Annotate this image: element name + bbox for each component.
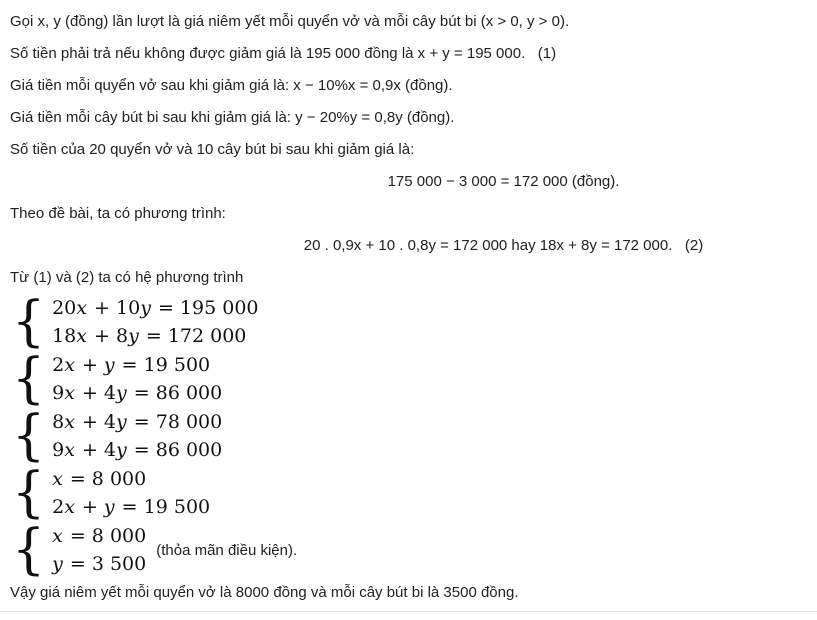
- math-equation: 9x + 4y = 86 000: [52, 439, 223, 461]
- condition-note: (thỏa mãn điều kiện).: [156, 541, 298, 559]
- math-equation: 20x + 10y = 195 000: [52, 297, 259, 319]
- line-total-after-discount-label: Số tiền của 20 quyển vở và 10 cây bút bi sau khi giảm giá là:: [10, 141, 415, 158]
- line-system-intro: Từ (1) và (2) ta có hệ phương trình: [10, 269, 244, 286]
- line-define-variables: Gọi x, y (đồng) lần lượt là giá niêm yết mỗi quyển vở và mỗi cây bút bi (x > 0, y > 0).: [10, 13, 570, 30]
- math-equation: 2x + y = 19 500: [52, 354, 211, 376]
- left-brace: {: [12, 347, 46, 411]
- equation-system-2: [12, 347, 807, 411]
- math-equation: x = 8 000: [52, 525, 147, 547]
- equation-system-3: [12, 404, 807, 468]
- line-equation-1: Số tiền phải trả nếu không được giảm giá là 195 000 đồng là x + y = 195 000. (1): [10, 45, 557, 62]
- math-equation: 9x + 4y = 86 000: [52, 382, 223, 404]
- equation-system-4: [12, 461, 807, 525]
- left-brace: {: [12, 518, 46, 582]
- bottom-divider: [0, 611, 817, 612]
- system-rows: [52, 351, 222, 407]
- line-equation-2: 20 . 0,9x + 10 . 0,8y = 172 000 hay 18x + 8y = 172 000. (2): [303, 237, 704, 254]
- system-rows: [52, 522, 146, 578]
- math-equation: y = 3 500: [52, 553, 147, 575]
- math-equation: 8x + 4y = 78 000: [52, 411, 223, 433]
- system-rows: [52, 294, 258, 350]
- system-rows: [52, 465, 210, 521]
- math-equation: 18x + 8y = 172 000: [52, 325, 247, 347]
- equation-system-1: [12, 290, 807, 354]
- line-conclusion: Vậy giá niêm yết mỗi quyển vở là 8000 đồng và mỗi cây bút bi là 3500 đồng.: [10, 584, 519, 601]
- line-pen-discount: Giá tiền mỗi cây bút bi sau khi giảm giá là: y − 20%y = 0,8y (đồng).: [10, 109, 455, 126]
- line-setup-equation-label: Theo đề bài, ta có phương trình:: [10, 205, 226, 222]
- line-centered-subtraction: 175 000 − 3 000 = 172 000 (đồng).: [387, 173, 620, 190]
- equation-systems: [10, 290, 807, 582]
- line-notebook-discount: Giá tiền mỗi quyển vở sau khi giảm giá là: x − 10%x = 0,9x (đồng).: [10, 77, 453, 94]
- system-rows: [52, 408, 222, 464]
- equation-system-5: [12, 518, 807, 582]
- math-equation: 2x + y = 19 500: [52, 496, 211, 518]
- left-brace: {: [12, 461, 46, 525]
- math-equation: x = 8 000: [52, 468, 147, 490]
- left-brace: {: [12, 290, 46, 354]
- left-brace: {: [12, 404, 46, 468]
